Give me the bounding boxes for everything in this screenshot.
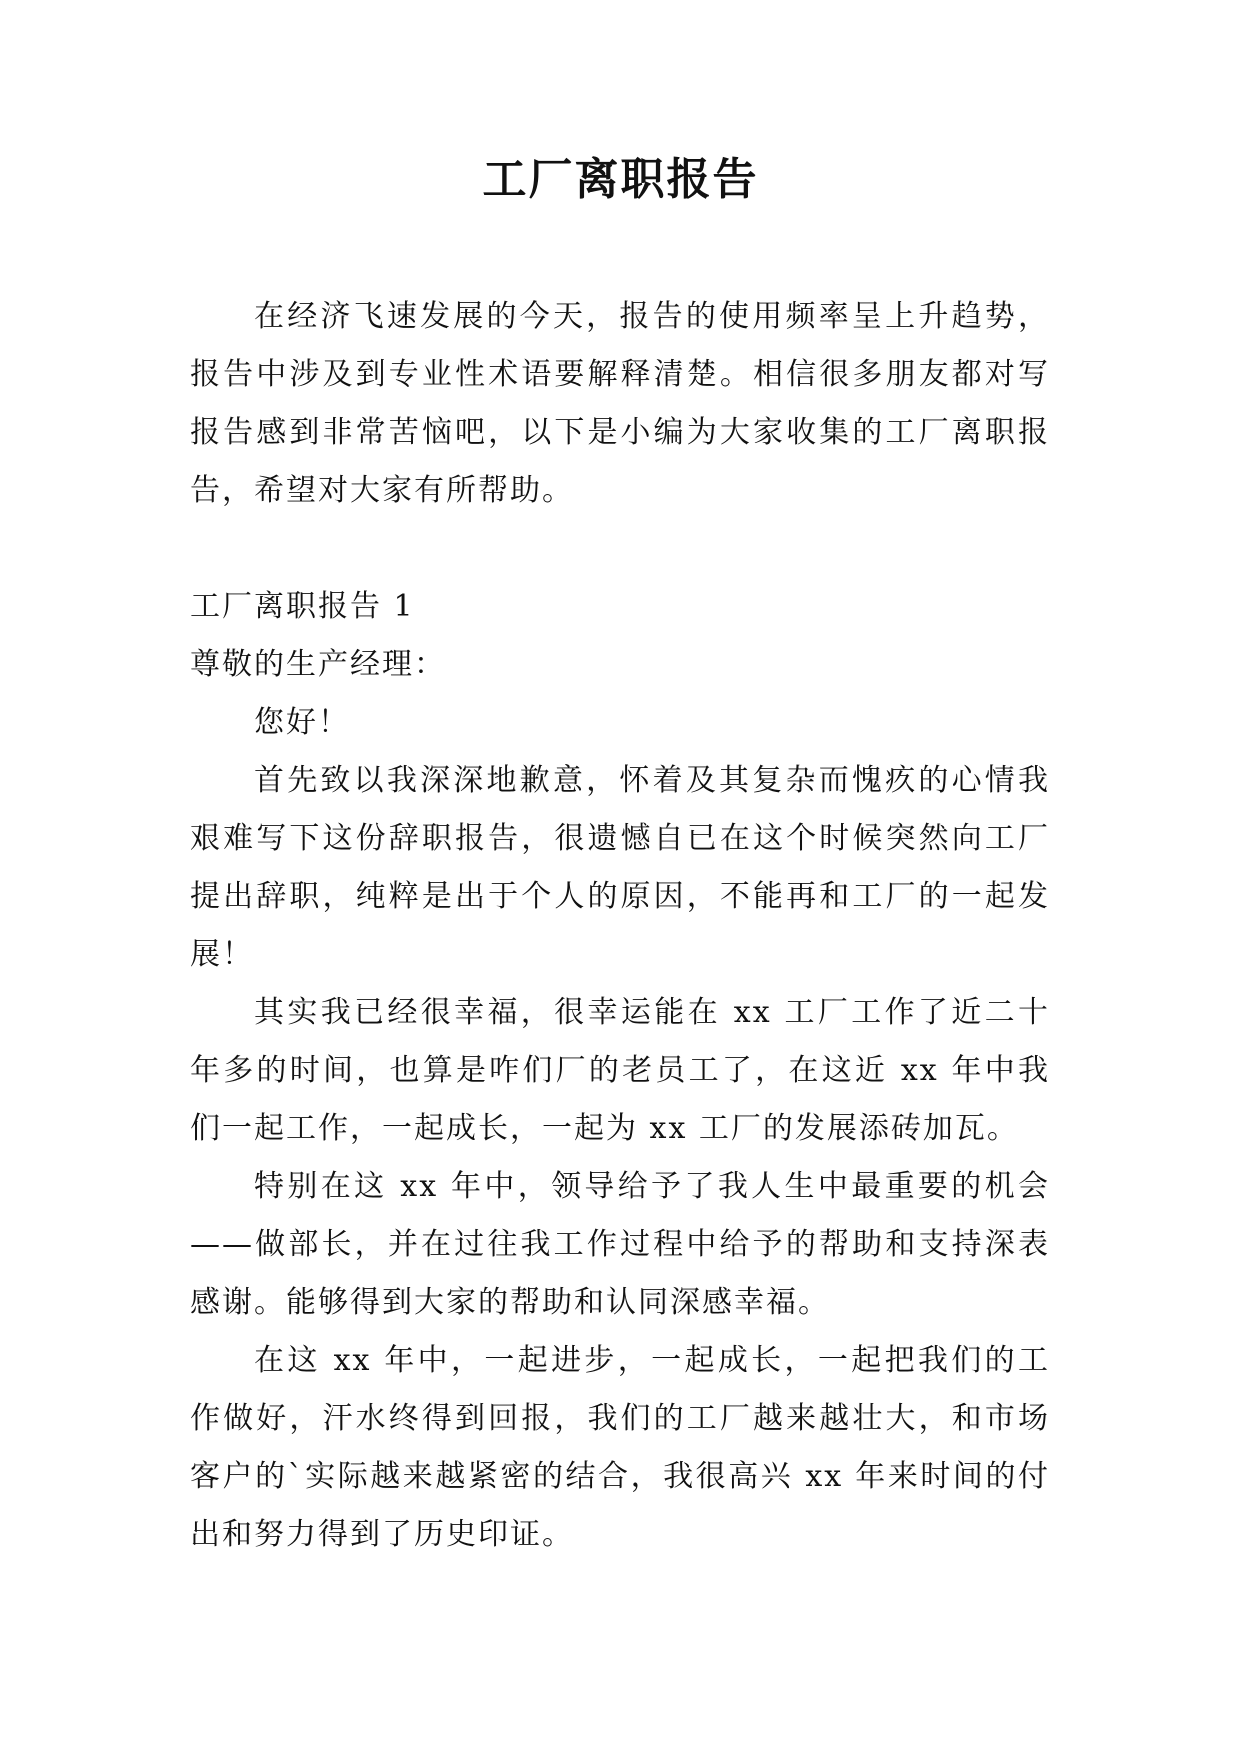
document-body xyxy=(190,288,1050,1564)
body-paragraph: 在这 xx 年中，一起进步，一起成长，一起把我们的工作做好，汗水终得到回报，我们的工厂越来越壮大，和市场客户的`实际越来越紧密的结合，我很高兴 xx 年来时间的付出和努力得到了历史印证。 xyxy=(190,1343,1050,1552)
salutation: 尊敬的生产经理： xyxy=(190,647,446,682)
paragraph-gap xyxy=(190,520,1050,578)
document-title: 工厂离职报告 xyxy=(482,154,759,205)
section-heading: 工厂离职报告 1 xyxy=(190,589,415,624)
intro-paragraph: 在经济飞速发展的今天，报告的使用频率呈上升趋势，报告中涉及到专业性术语要解释清楚。相信很多朋友都对写报告感到非常苦恼吧，以下是小编为大家收集的工厂离职报告，希望对大家有所帮助。 xyxy=(190,299,1050,508)
greeting: 您好！ xyxy=(254,705,350,740)
body-paragraph: 首先致以我深深地歉意，怀着及其复杂而愧疚的心情我艰难写下这份辞职报告，很遗憾自已在这个时候突然向工厂提出辞职，纯粹是出于个人的原因，不能再和工厂的一起发展！ xyxy=(190,763,1050,972)
body-paragraph: 特别在这 xx 年中，领导给予了我人生中最重要的机会——做部长，并在过往我工作过程中给予的帮助和支持深表感谢。能够得到大家的帮助和认同深感幸福。 xyxy=(190,1169,1050,1320)
body-paragraph: 其实我已经很幸福，很幸运能在 xx 工厂工作了近二十年多的时间，也算是咋们厂的老员工了，在这近 xx 年中我们一起工作，一起成长，一起为 xx 工厂的发展添砖加瓦。 xyxy=(190,995,1050,1146)
